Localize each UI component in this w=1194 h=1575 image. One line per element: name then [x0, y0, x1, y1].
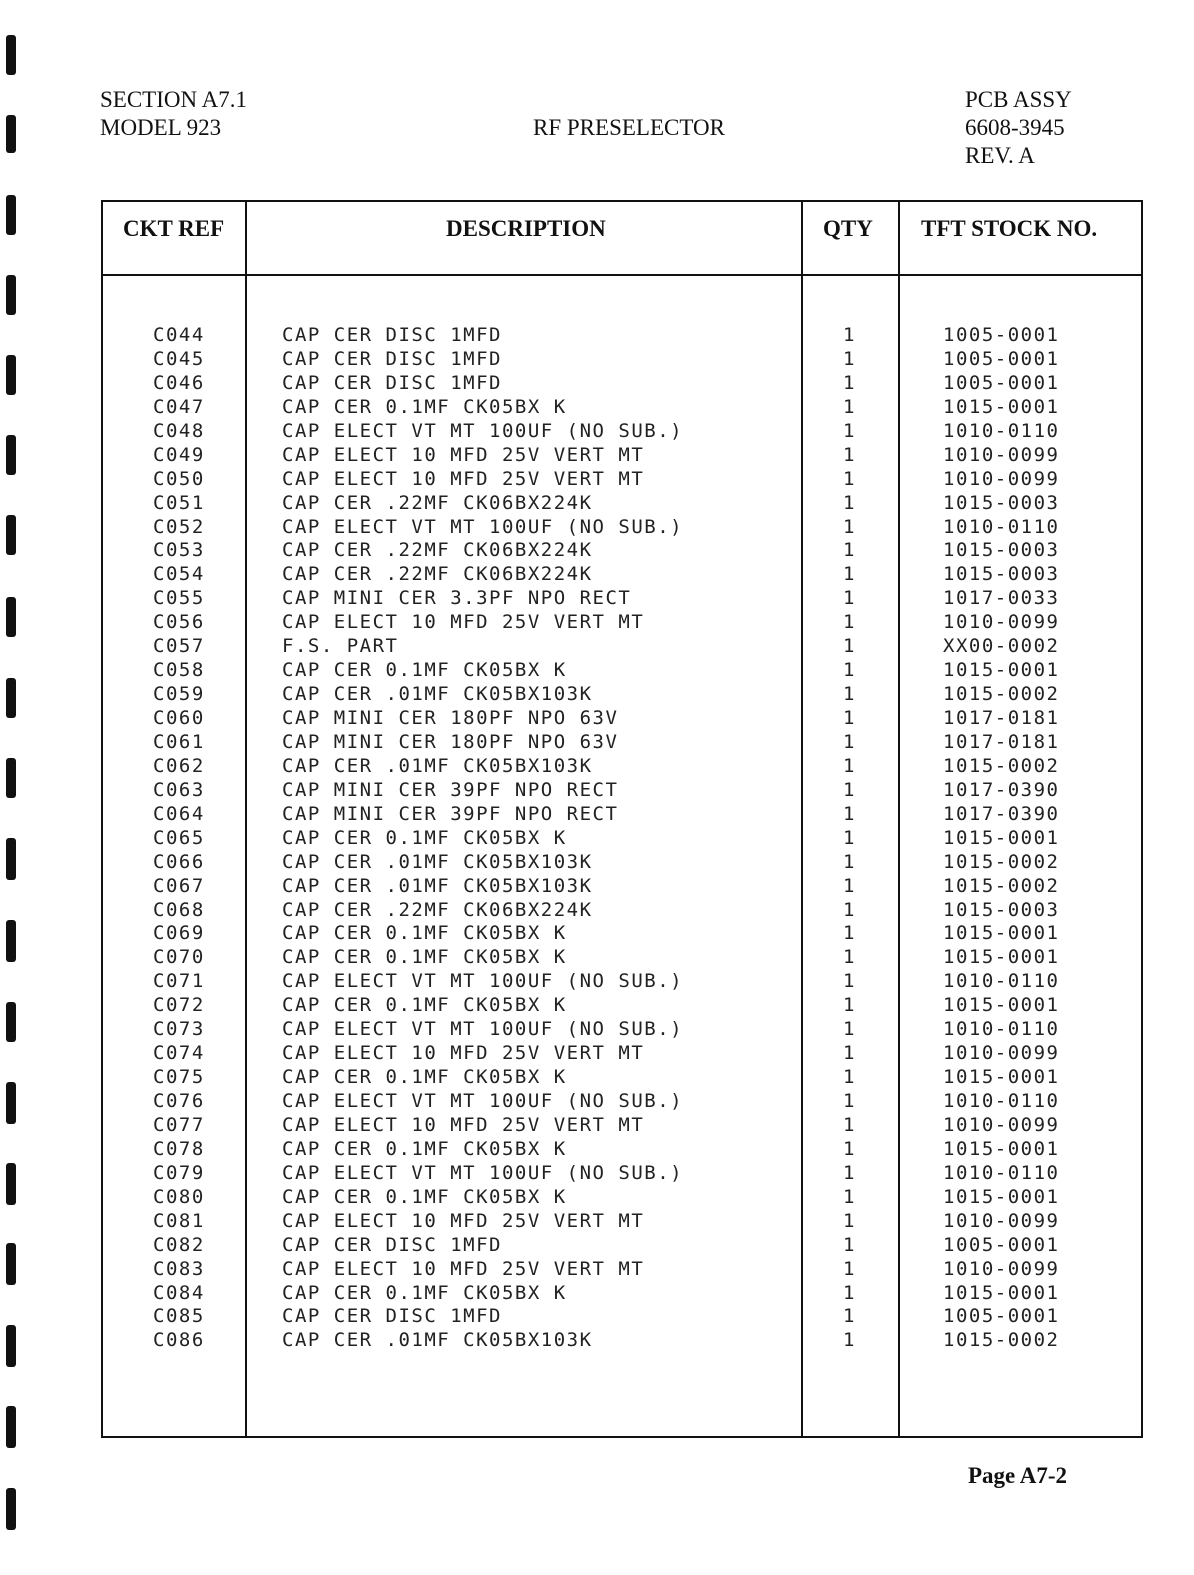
description-cell: CAP MINI CER 39PF NPO RECT — [282, 802, 619, 825]
table-row — [103, 1042, 1141, 1066]
qty-cell: 1 — [843, 1185, 856, 1208]
ckt-ref-cell: C074 — [153, 1042, 205, 1065]
description-cell: CAP MINI CER 39PF NPO RECT — [282, 778, 619, 801]
ckt-ref-cell: C076 — [153, 1090, 205, 1112]
ckt-ref-cell: C054 — [153, 563, 205, 586]
stock-number-cell: 1015-0002 — [943, 754, 1060, 777]
table-row — [103, 492, 1141, 516]
description-cell: CAP ELECT 10 MFD 25V VERT MT — [282, 467, 645, 490]
table-row — [103, 1018, 1141, 1042]
qty-cell: 1 — [843, 491, 856, 514]
page-title: RF PRESELECTOR — [533, 115, 725, 140]
ckt-ref-cell: C049 — [153, 443, 205, 466]
stock-number-cell: 1017-0390 — [943, 802, 1060, 825]
ckt-ref-cell: C060 — [153, 707, 205, 729]
ckt-ref-cell: C069 — [153, 922, 205, 945]
ckt-ref-cell: C057 — [153, 635, 205, 658]
table-row — [103, 611, 1141, 635]
stock-number-cell: 1010-0099 — [943, 467, 1060, 490]
description-cell: CAP CER .01MF CK05BX103K — [282, 683, 593, 706]
table-row — [103, 1114, 1141, 1138]
ckt-ref-cell: C067 — [153, 874, 205, 897]
binder-hole — [6, 1488, 16, 1530]
table-row — [103, 635, 1141, 659]
stock-number-cell: 1015-0001 — [943, 826, 1060, 849]
ckt-ref-cell: C062 — [153, 754, 205, 777]
binder-hole — [6, 195, 16, 235]
stock-number-cell: 1017-0181 — [943, 730, 1060, 753]
table-row — [103, 420, 1141, 444]
ckt-ref-cell: C056 — [153, 611, 205, 634]
description-cell: CAP ELECT VT MT 100UF (NO SUB.) — [282, 1090, 684, 1112]
column-header-description: DESCRIPTION — [446, 216, 606, 241]
stock-number-cell: 1010-0110 — [943, 515, 1060, 538]
ckt-ref-cell: C086 — [153, 1329, 205, 1352]
stock-number-cell: 1015-0002 — [943, 874, 1060, 897]
table-row — [103, 1329, 1141, 1353]
ckt-ref-cell: C061 — [153, 730, 205, 753]
qty-cell: 1 — [843, 1257, 856, 1280]
qty-cell: 1 — [843, 659, 856, 682]
qty-cell: 1 — [843, 946, 856, 969]
ckt-ref-cell: C066 — [153, 850, 205, 873]
description-cell: CAP CER 0.1MF CK05BX K — [282, 659, 567, 682]
qty-cell: 1 — [843, 347, 856, 370]
stock-number-cell: 1010-0099 — [943, 611, 1060, 634]
table-row — [103, 1186, 1141, 1210]
qty-cell: 1 — [843, 994, 856, 1017]
description-cell: CAP CER DISC 1MFD — [282, 1233, 502, 1256]
page-number: Page A7-2 — [968, 1463, 1068, 1488]
table-row — [103, 659, 1141, 683]
description-cell: CAP ELECT 10 MFD 25V VERT MT — [282, 1042, 645, 1065]
description-cell: CAP CER 0.1MF CK05BX K — [282, 1281, 567, 1304]
description-cell: CAP CER DISC 1MFD — [282, 347, 502, 370]
description-cell: CAP CER DISC 1MFD — [282, 324, 502, 346]
qty-cell: 1 — [843, 922, 856, 945]
qty-cell: 1 — [843, 850, 856, 873]
qty-cell: 1 — [843, 1281, 856, 1304]
stock-number-cell: 1015-0001 — [943, 922, 1060, 945]
qty-cell: 1 — [843, 371, 856, 394]
qty-cell: 1 — [843, 1233, 856, 1256]
column-header-qty: QTY — [823, 216, 873, 241]
description-cell: CAP ELECT VT MT 100UF (NO SUB.) — [282, 1161, 684, 1184]
table-row — [103, 563, 1141, 587]
ckt-ref-cell: C047 — [153, 395, 205, 418]
qty-cell: 1 — [843, 1090, 856, 1112]
ckt-ref-cell: C045 — [153, 347, 205, 370]
binder-hole — [6, 435, 16, 475]
qty-cell: 1 — [843, 1066, 856, 1089]
binder-hole — [6, 597, 16, 637]
table-row — [103, 348, 1141, 372]
header-right — [965, 86, 1072, 170]
table-row — [103, 683, 1141, 707]
stock-number-cell: 1005-0001 — [943, 347, 1060, 370]
stock-number-cell: XX00-0002 — [943, 635, 1060, 658]
description-cell: CAP ELECT 10 MFD 25V VERT MT — [282, 443, 645, 466]
stock-number-cell: 1015-0002 — [943, 683, 1060, 706]
description-cell: CAP CER .01MF CK05BX103K — [282, 874, 593, 897]
table-row — [103, 1066, 1141, 1090]
stock-number-cell: 1005-0001 — [943, 371, 1060, 394]
qty-cell: 1 — [843, 1042, 856, 1065]
description-cell: CAP CER 0.1MF CK05BX K — [282, 922, 567, 945]
stock-number-cell: 1015-0001 — [943, 395, 1060, 418]
description-cell: CAP ELECT VT MT 100UF (NO SUB.) — [282, 515, 684, 538]
qty-cell: 1 — [843, 587, 856, 610]
binder-hole — [6, 758, 16, 798]
description-cell: CAP CER .22MF CK06BX224K — [282, 563, 593, 586]
stock-number-cell: 1010-0110 — [943, 1090, 1060, 1112]
ckt-ref-cell: C053 — [153, 539, 205, 562]
description-cell: CAP CER 0.1MF CK05BX K — [282, 1185, 567, 1208]
stock-number-cell: 1010-0099 — [943, 1113, 1060, 1136]
stock-number-cell: 1015-0001 — [943, 1137, 1060, 1160]
ckt-ref-cell: C079 — [153, 1161, 205, 1184]
ckt-ref-cell: C046 — [153, 371, 205, 394]
binder-hole — [6, 678, 16, 718]
stock-number-cell: 1017-0033 — [943, 587, 1060, 610]
description-cell: CAP ELECT 10 MFD 25V VERT MT — [282, 1113, 645, 1136]
description-cell: CAP ELECT VT MT 100UF (NO SUB.) — [282, 1018, 684, 1041]
binder-hole — [6, 275, 16, 315]
qty-cell: 1 — [843, 1137, 856, 1160]
stock-number-cell: 1015-0001 — [943, 659, 1060, 682]
table-row — [103, 1138, 1141, 1162]
table-row — [103, 755, 1141, 779]
qty-cell: 1 — [843, 324, 856, 346]
ckt-ref-cell: C044 — [153, 324, 205, 346]
table-row — [103, 1090, 1141, 1114]
stock-number-cell: 1015-0001 — [943, 946, 1060, 969]
qty-cell: 1 — [843, 683, 856, 706]
table-row — [103, 1282, 1141, 1306]
ckt-ref-cell: C082 — [153, 1233, 205, 1256]
column-header-stock-no: TFT STOCK NO. — [921, 216, 1098, 241]
ckt-ref-cell: C064 — [153, 802, 205, 825]
ckt-ref-cell: C055 — [153, 587, 205, 610]
table-row — [103, 539, 1141, 563]
qty-cell: 1 — [843, 611, 856, 634]
description-cell: CAP CER .01MF CK05BX103K — [282, 850, 593, 873]
section-label: SECTION A7.1 — [100, 87, 247, 112]
qty-cell: 1 — [843, 874, 856, 897]
table-row — [103, 875, 1141, 899]
description-cell: CAP MINI CER 180PF NPO 63V — [282, 707, 619, 729]
stock-number-cell: 1010-0110 — [943, 419, 1060, 442]
description-cell: CAP CER 0.1MF CK05BX K — [282, 994, 567, 1017]
qty-cell: 1 — [843, 898, 856, 921]
qty-cell: 1 — [843, 778, 856, 801]
table-row — [103, 444, 1141, 468]
description-cell: CAP CER 0.1MF CK05BX K — [282, 1066, 567, 1089]
table-row — [103, 731, 1141, 755]
ckt-ref-cell: C048 — [153, 419, 205, 442]
stock-number-cell: 1015-0002 — [943, 850, 1060, 873]
table-row — [103, 922, 1141, 946]
binder-hole — [6, 1243, 16, 1285]
qty-cell: 1 — [843, 970, 856, 993]
ckt-ref-cell: C075 — [153, 1066, 205, 1089]
stock-number-cell: 1010-0099 — [943, 1257, 1060, 1280]
qty-cell: 1 — [843, 467, 856, 490]
table-row — [103, 707, 1141, 731]
qty-cell: 1 — [843, 1018, 856, 1041]
stock-number-cell: 1005-0001 — [943, 1305, 1060, 1328]
description-cell: CAP CER 0.1MF CK05BX K — [282, 1137, 567, 1160]
assy-number: 6608-3945 — [965, 115, 1065, 140]
stock-number-cell: 1010-0110 — [943, 1018, 1060, 1041]
qty-cell: 1 — [843, 1209, 856, 1232]
header-left — [100, 86, 247, 142]
table-row — [103, 899, 1141, 923]
description-cell: CAP ELECT 10 MFD 25V VERT MT — [282, 611, 645, 634]
qty-cell: 1 — [843, 1161, 856, 1184]
stock-number-cell: 1015-0001 — [943, 1185, 1060, 1208]
binder-hole — [6, 35, 16, 75]
qty-cell: 1 — [843, 802, 856, 825]
table-row — [103, 372, 1141, 396]
description-cell: CAP ELECT 10 MFD 25V VERT MT — [282, 1257, 645, 1280]
stock-number-cell: 1015-0001 — [943, 1066, 1060, 1089]
ckt-ref-cell: C051 — [153, 491, 205, 514]
binder-hole — [6, 1163, 16, 1205]
ckt-ref-cell: C065 — [153, 826, 205, 849]
table-row — [103, 946, 1141, 970]
ckt-ref-cell: C083 — [153, 1257, 205, 1280]
binder-hole — [6, 1406, 16, 1448]
description-cell: CAP CER .22MF CK06BX224K — [282, 491, 593, 514]
stock-number-cell: 1015-0002 — [943, 1329, 1060, 1352]
qty-cell: 1 — [843, 635, 856, 658]
table-body — [103, 324, 1141, 1353]
ckt-ref-cell: C070 — [153, 946, 205, 969]
stock-number-cell: 1017-0181 — [943, 707, 1060, 729]
qty-cell: 1 — [843, 1113, 856, 1136]
parts-table — [101, 200, 1143, 1438]
ckt-ref-cell: C071 — [153, 970, 205, 993]
binder-hole — [6, 515, 16, 555]
ckt-ref-cell: C059 — [153, 683, 205, 706]
ckt-ref-cell: C078 — [153, 1137, 205, 1160]
qty-cell: 1 — [843, 539, 856, 562]
description-cell: CAP ELECT VT MT 100UF (NO SUB.) — [282, 419, 684, 442]
stock-number-cell: 1005-0001 — [943, 1233, 1060, 1256]
qty-cell: 1 — [843, 1329, 856, 1352]
description-cell: CAP CER .01MF CK05BX103K — [282, 1329, 593, 1352]
stock-number-cell: 1010-0099 — [943, 1209, 1060, 1232]
ckt-ref-cell: C058 — [153, 659, 205, 682]
ckt-ref-cell: C077 — [153, 1113, 205, 1136]
stock-number-cell: 1017-0390 — [943, 778, 1060, 801]
table-row — [103, 324, 1141, 348]
description-cell: CAP MINI CER 3.3PF NPO RECT — [282, 587, 632, 610]
column-header-ckt-ref: CKT REF — [123, 216, 225, 241]
table-row — [103, 803, 1141, 827]
ckt-ref-cell: C050 — [153, 467, 205, 490]
qty-cell: 1 — [843, 707, 856, 729]
ckt-ref-cell: C063 — [153, 778, 205, 801]
stock-number-cell: 1015-0003 — [943, 563, 1060, 586]
binder-hole — [6, 1002, 16, 1042]
stock-number-cell: 1010-0110 — [943, 970, 1060, 993]
description-cell: CAP CER DISC 1MFD — [282, 1305, 502, 1328]
table-row — [103, 468, 1141, 492]
table-row — [103, 1258, 1141, 1282]
description-cell: CAP CER .01MF CK05BX103K — [282, 754, 593, 777]
qty-cell: 1 — [843, 419, 856, 442]
binder-hole — [6, 838, 16, 880]
qty-cell: 1 — [843, 826, 856, 849]
binder-hole — [6, 115, 16, 153]
stock-number-cell: 1010-0099 — [943, 443, 1060, 466]
stock-number-cell: 1010-0110 — [943, 1161, 1060, 1184]
qty-cell: 1 — [843, 1305, 856, 1328]
description-cell: CAP MINI CER 180PF NPO 63V — [282, 730, 619, 753]
ckt-ref-cell: C072 — [153, 994, 205, 1017]
ckt-ref-cell: C080 — [153, 1185, 205, 1208]
table-row — [103, 970, 1141, 994]
assy-label: PCB ASSY — [965, 87, 1072, 112]
table-row — [103, 851, 1141, 875]
stock-number-cell: 1015-0003 — [943, 539, 1060, 562]
qty-cell: 1 — [843, 730, 856, 753]
description-cell: CAP CER .22MF CK06BX224K — [282, 898, 593, 921]
ckt-ref-cell: C085 — [153, 1305, 205, 1328]
stock-number-cell: 1015-0003 — [943, 898, 1060, 921]
model-label: MODEL 923 — [100, 115, 222, 140]
ckt-ref-cell: C084 — [153, 1281, 205, 1304]
binder-hole — [6, 355, 16, 395]
description-cell: CAP CER DISC 1MFD — [282, 371, 502, 394]
binder-hole — [6, 1325, 16, 1367]
revision-label: REV. A — [965, 143, 1035, 168]
description-cell: CAP ELECT VT MT 100UF (NO SUB.) — [282, 970, 684, 993]
qty-cell: 1 — [843, 754, 856, 777]
binder-hole — [6, 920, 16, 962]
table-row — [103, 1210, 1141, 1234]
description-cell: CAP ELECT 10 MFD 25V VERT MT — [282, 1209, 645, 1232]
binder-hole — [6, 1082, 16, 1124]
table-row — [103, 396, 1141, 420]
ckt-ref-cell: C052 — [153, 515, 205, 538]
stock-number-cell: 1015-0001 — [943, 994, 1060, 1017]
description-cell: F.S. PART — [282, 635, 399, 658]
description-cell: CAP CER 0.1MF CK05BX K — [282, 826, 567, 849]
stock-number-cell: 1015-0001 — [943, 1281, 1060, 1304]
table-row — [103, 1305, 1141, 1329]
stock-number-cell: 1015-0003 — [943, 491, 1060, 514]
stock-number-cell: 1010-0099 — [943, 1042, 1060, 1065]
table-row — [103, 587, 1141, 611]
table-row — [103, 1162, 1141, 1186]
table-row — [103, 827, 1141, 851]
stock-number-cell: 1005-0001 — [943, 324, 1060, 346]
qty-cell: 1 — [843, 515, 856, 538]
description-cell: CAP CER .22MF CK06BX224K — [282, 539, 593, 562]
header-divider — [103, 274, 1141, 276]
description-cell: CAP CER 0.1MF CK05BX K — [282, 946, 567, 969]
ckt-ref-cell: C081 — [153, 1209, 205, 1232]
table-row — [103, 516, 1141, 540]
qty-cell: 1 — [843, 563, 856, 586]
ckt-ref-cell: C073 — [153, 1018, 205, 1041]
table-row — [103, 1234, 1141, 1258]
ckt-ref-cell: C068 — [153, 898, 205, 921]
table-row — [103, 994, 1141, 1018]
qty-cell: 1 — [843, 395, 856, 418]
description-cell: CAP CER 0.1MF CK05BX K — [282, 395, 567, 418]
qty-cell: 1 — [843, 443, 856, 466]
table-row — [103, 779, 1141, 803]
